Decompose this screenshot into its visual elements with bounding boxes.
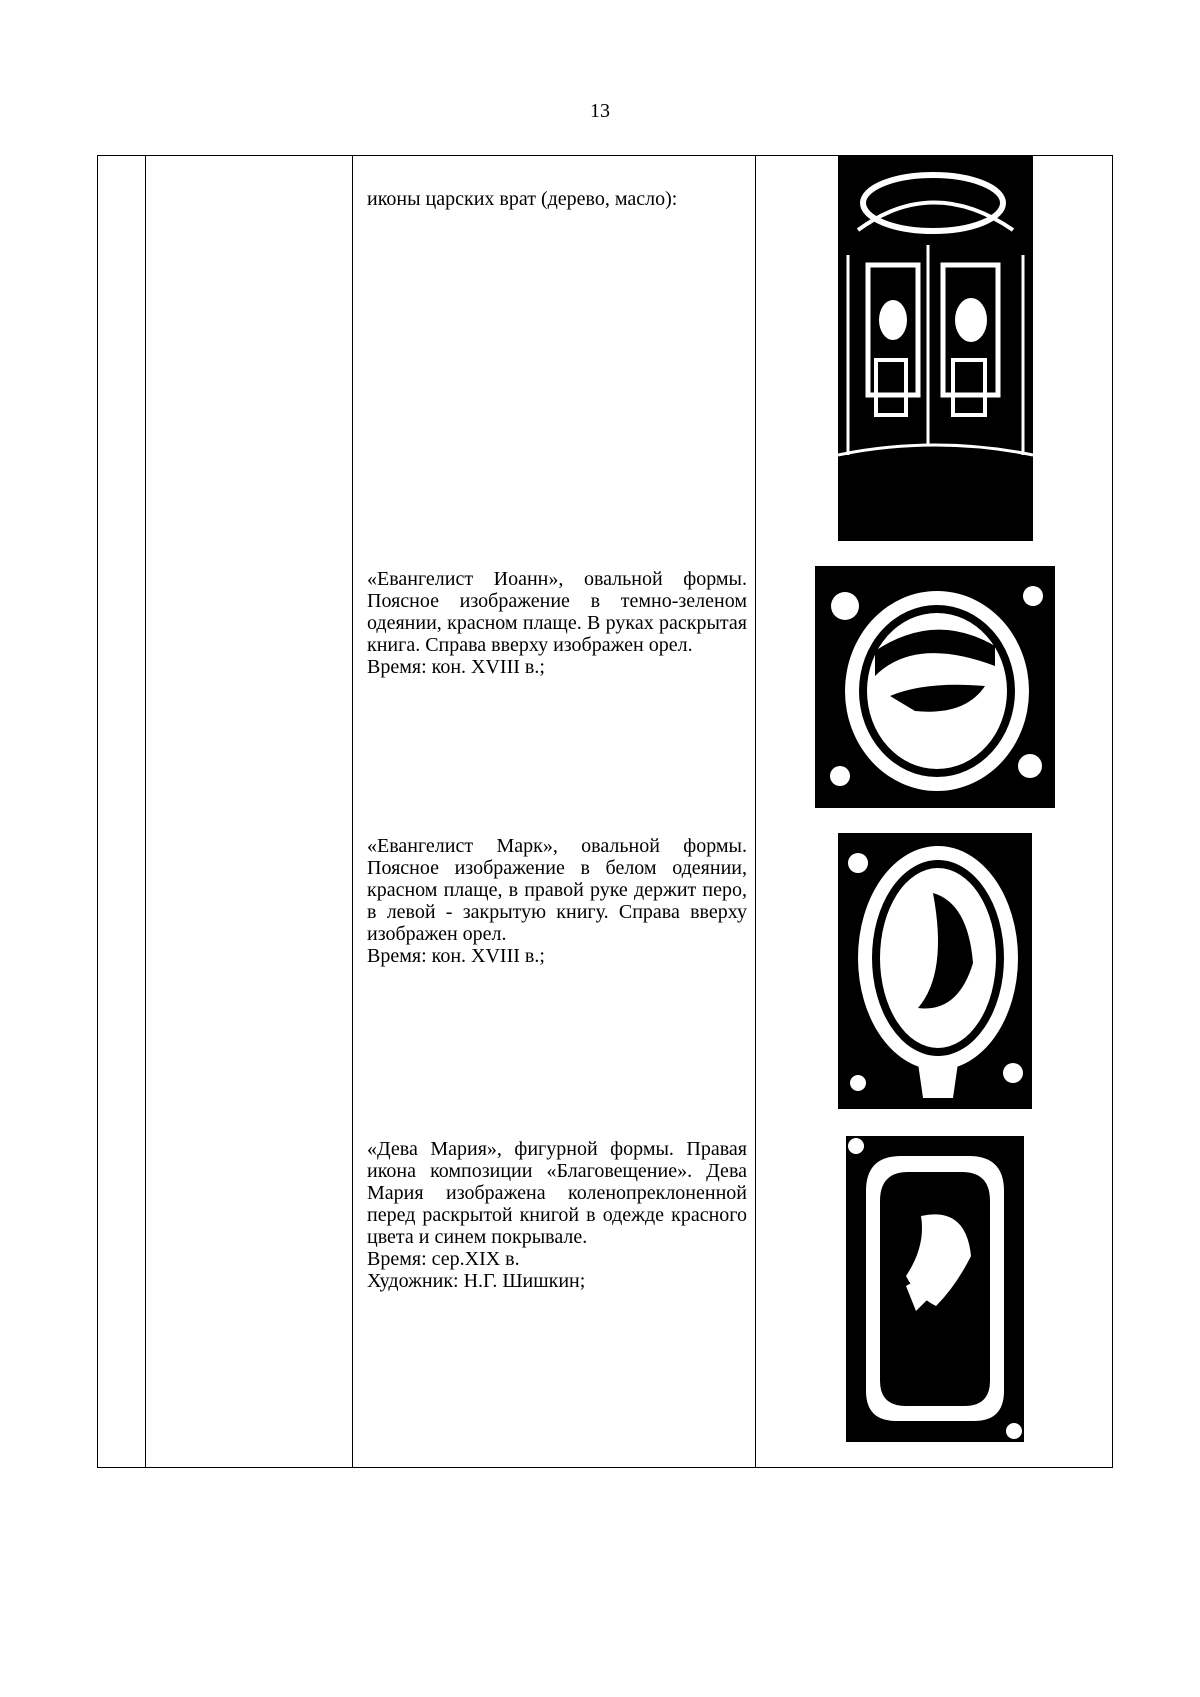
entry-description [367,568,747,678]
entry-description [367,1138,747,1292]
entry-description [367,835,747,967]
entry-artist: Художник: Н.Г. Шишкин; [367,1270,586,1292]
evangelist-john-icon-photo [815,566,1055,808]
entry-time: Время: кон. XVIII в.; [367,656,545,678]
entry-text: «Евангелист Иоанн», овальной формы. Поясное изображение в темно-зеленом одеянии, красном плаще. В руках раскрытая книга. Справа вверху изображен орел. [367,568,747,656]
entry-time: Время: сер.XIX в. [367,1248,520,1270]
column-divider [352,156,353,1467]
royal-doors-photo [838,155,1033,541]
entry-time: Время: кон. XVIII в.; [367,945,545,967]
page-number: 13 [590,100,610,122]
column-divider [755,156,756,1467]
entry-description [367,188,747,210]
entry-text: «Евангелист Марк», овальной формы. Поясное изображение в белом одеянии, красном плаще, в правой руке держит перо, в левой - закрытую книгу. Справа вверху изображен орел. [367,835,747,945]
virgin-mary-icon-photo [846,1136,1024,1442]
column-divider [145,156,146,1467]
entry-text: иконы царских врат (дерево, масло): [367,188,678,210]
entry-text: «Дева Мария», фигурной формы. Правая икона композиции «Благовещение». Дева Мария изображена коленопреклоненной перед раскрытой книгой в одежде красного цвета и синем покрывале. [367,1138,747,1248]
evangelist-mark-icon-photo [838,833,1032,1109]
